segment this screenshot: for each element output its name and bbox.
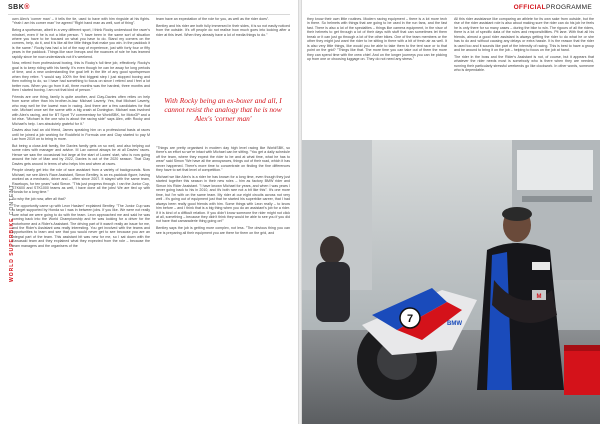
paragraph: they know their own little routines. Modern racing equipment – there is a lot more tech in there. So helmets with things that are going to be used in the run fans, and the fast fast. There is also a lot of the specialties – things like camera equipment, in the visor of their helmets to get through a lot of their days with stuff that can sometimes let them break or it can just go through a lot of the other bikes. One of the team members or the other they might just want the rider to be sitting in there with a bit of fresh air as well. It is also very little things, like would you be able to take them to the tent race or to that point on the grid? "Things like that. The more time you can take out of them the more they can spend time with the crew chief. And on the longer journeys you can be picking up from one or choosing luggage on. They do not need any stress." [307,17,447,62]
person-head [320,236,344,264]
header-rule-right [310,14,592,15]
paragraph: Bentley and his rider are both fully immersed in their sides, it is so not easily noticed from the outside. It's off people do not realise how much goes into looking after a rider at this level. When they already have a lot of media things to do." [156,23,290,37]
person-body [316,262,350,322]
shelf [522,196,592,202]
side-section-label: WORLD SUPERBIKE CONTENT [9,183,15,283]
paragraph: The rider in the boss and the Rider's Assistant is not, of course, but it appears that whatever the rider needs most is somebody who is there when they are needed, running their particularly stressful weekends go like clockwork. In other words, someone who is dependable. [454,54,594,73]
paragraph: All this rider assistance like comparing an athlete for its own sake from outside, but the rise of the rider assistant role is also about making sure the rider can do his job he feels he is only there for so many cases – during the bike to win. The rigours of all the riders, there is a lot of specific data of the rules and responsibilities. Pit lane. With that all his friends, almost a good rider assistant is always getting the rider to do what he or she has to do and without causing any delays or extra hassle. It is the reason that the rider is used too and it sounds like part of the intensity of racing. This is best to have a group and be around to bring it on the job – helping to focus on the job at hand. [454,17,594,53]
paragraph: So why the job now, after all that? [12,197,66,202]
paragraph: Friends are one thing, family is quite another, and Clay-Davies often relies on help from some other than his brother-in-law. Michael Laverty. Yes, that Michael Laverty, who may well be the lowest man in racing. And there are a few candidates for that role. Michael once set the scene with a big crash at Donington. Michael was involved with Alex's racing, and for BT Sport TV commentary for WorldSBK, for MotoGP and a lot else. "Michael is the one who is about the racing side" says Alex, with Rocky and Michael's help. I am absolutely grateful for it." [12,94,150,126]
equipment-rack [517,150,593,190]
paragraph: own Alex's 'corner man' – it tells the tie, used to have with him ringside at his fights. "Yeah I am his corner man" he agreed "Right hand man as well, sort of thing". [12,17,150,26]
left-column-2-top [156,17,290,75]
m-logo-text: M [536,294,542,300]
sponsor-logo: BMW [447,321,462,327]
rider-photo [302,140,600,424]
paragraph: But being a close-knit family, the Davies family gets on so well, and also helping out some roles with manager and advice. M Lav cannot always be at all Davies' races. Hence we saw the occasional but large at the start of Lowes' start, who is now going around the Isle of Man and by 2022, Davies is out of the 2020 season. That Clay Davies gets around in terms of who helps him and when at races. [12,143,150,166]
right-page [302,0,600,424]
crew-hair [502,207,532,221]
left-page [0,0,298,424]
bike-number: 7 [406,313,414,325]
paragraph: Bentley says the job is getting more complex, not less. "The obvious thing you can see is preparing all their equipment you are there for them on the grid, and [156,226,290,235]
paragraph: "The opportunity came up with Leon Haslam" explained Bentley. "The Junior Cup was to target supported by Honda so I was in between jobs. If you like. We were not really sure what we were going to do with the team. Leon approached me and said he was coming back into the World Championship and he was looking for a driver for the motorhome and a Rider's Assistant. The driving part of it wasn't really an issue for me, and the Rider's Assistant was really interesting. You get involved with the teams and opportunities to learn and see that you would never get to see because you are an integral part of the team. This assistant bit was new for me, so I sat down with the Kawasaki team and they explained what they expected from the role – because the team managers and the organisers of the [12,203,150,248]
photo-illustration [302,140,600,424]
programme-label: OFFICIALPROGRAMME [513,4,592,11]
paragraph: Now, retired from professional boxing, this is Rocky's full time job, effectively. Rocky's goal is to keep riding with his family. It's even though he can be away for long periods of time, and a new understanding the goal left in the life of any good sportsperson when they retire. "I would say 100% the first biggest step I just stopped boxing and then nothing to do, so I have had something to focus on since I retired and I feel a lot better now. When you go from it all, three months was the hardest, three months and then I started boxing. I am not that kind of person." [12,61,150,93]
right-column-2 [454,17,594,135]
paragraph: team have an expectation of the role for you, as well as the rider does". [156,17,270,21]
paragraph: Michael we like Alex's is a rider he has known for a long time, even though they just started together this season in their new roles – him as factory BMW rider and Simon his Rider Assistant. "I have known Michael for years, and when I was years I never going back to his in 2010, and it's both rare not a bit like this". It's one more time, but I'm with on the same team. My rider at our eight circuits across not very well - it's going out of equipment just that he started his superbike career, that I had always been really good friends with him. Some things with Leon really – to know him before – and I think that is a big thing when you do an assistant's job for a rider. If it is kind of a difficult relation. If you didn't know someone the rider might not click at all, something – because they didn't think they would be able to see you if you did not have that camaraderie thing going on!" [156,174,290,224]
paragraph: Davies also had an old friend, James speaking him on a professional basis at races until he joined a job working for Rockfield in Formula one and Clay started to pay M Lav from 2019 on to bring in more. [12,128,150,142]
sbk-logo: SBK® [8,4,30,11]
header-rule-left [8,14,290,15]
paragraph: "Things are pretty organised in modern day high level racing like WorldSBK, so there's an effort so we're intact with Michael can be sitting. "You get a daily schedule off the team, where they expect the rider to be and at what time, what he has to wear" said Simon "We have all the annoyances, things out of their road, which it has never happened. There's more time to concentrate on finding the fine differences they have to set that level of competition." [156,146,290,173]
shirt-logo [532,262,550,270]
right-column-1 [307,17,447,135]
pull-quote: With Rocky being an ex-boxer and all, I cannot resist the analogy that he is now Alex's 'corner man' [164,95,282,123]
paragraph: Being a sportsman, albeit in a very different sport, I think Rocky understood the racer's mindset, even if he is not a bike person. "I have been in the same sort of situation where you have to be focused on what you have to do. Stand my corners on the corners, help, do it, and it is like all the little things that make you win. In the paddock it is the same." Rocky has had a lot of the way of experience, just with forty four or fifty years in the paddock. Things like race lineups and the nuances of rule he has learned rapidly since he now understands not it's weekend. [12,28,150,59]
tool-box [564,345,600,395]
paragraph: People clearly get into the role of race assistant from a variety of backgrounds. Now Michael, we see Alex's Race Assistant, Simon Bentley, is an ex-paddock figure, having worked as a mechanic, driver and – often since 2007. It stayed with the same team, Racekups, for ten years" said Simon. "This just progress through. I ran the Junior Cup, STK600 and STK1000 teams as well, I have done all the jobs! We are tied up with Honda for a long time." [12,168,150,195]
left-column-2-bottom [156,146,290,417]
left-column-1 [12,17,150,417]
